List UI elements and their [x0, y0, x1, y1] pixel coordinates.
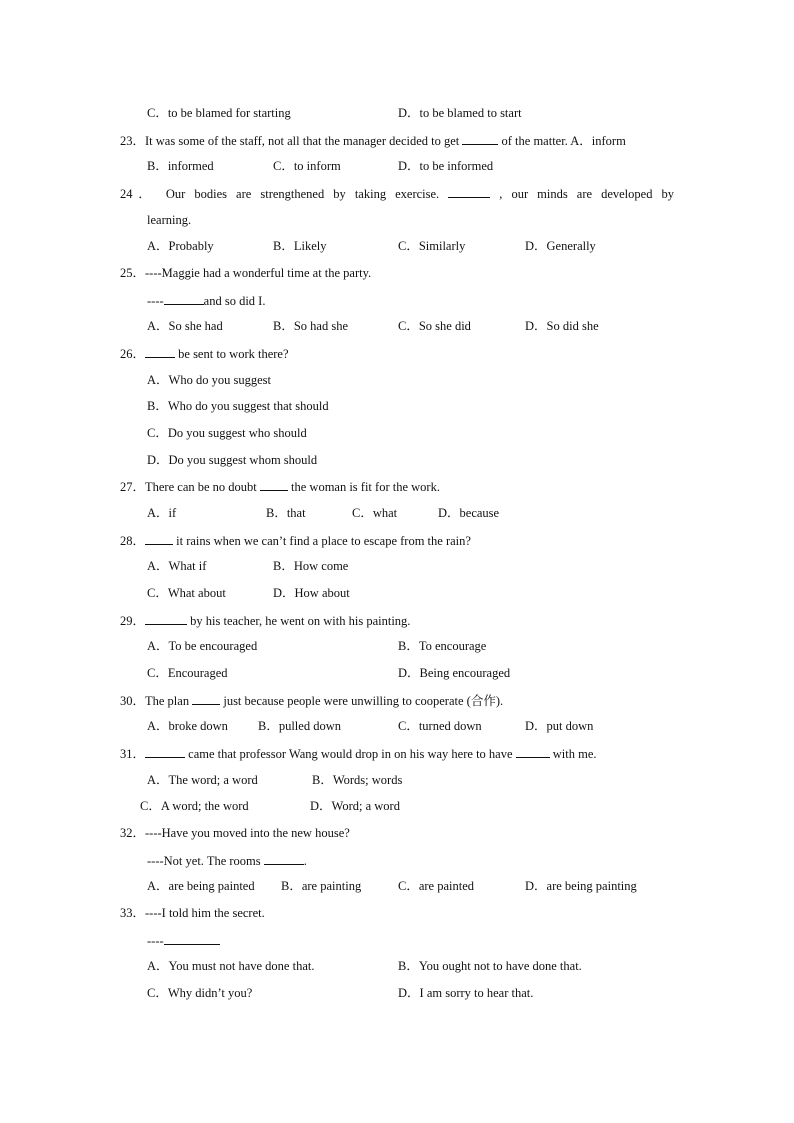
q33-blank [164, 932, 220, 945]
q25-option-c: C．So she did [398, 319, 471, 333]
q28-option-d: D．How about [273, 586, 350, 600]
q24-stem-start: 24． Our bodies are strengthened by taking exercise. [120, 187, 440, 201]
q26-option-a: A．Who do you suggest [147, 373, 271, 387]
q24-option-c: C．Similarly [398, 239, 466, 253]
q27-stem-end: the woman is fit for the work. [291, 480, 440, 494]
q22-option-d: D．to be blamed to start [398, 106, 522, 120]
q32-blank [264, 852, 304, 865]
q27-option-d: D．because [438, 506, 500, 520]
q24-stem-end: , our minds are developed by [499, 187, 674, 201]
q33-reply-dash: ---- [147, 934, 164, 948]
q31-stem-end: with me. [552, 747, 597, 761]
q30-option-d: D．put down [525, 719, 594, 733]
q26-option-d: D．Do you suggest whom should [147, 453, 318, 467]
q25-option-d: D．So did she [525, 319, 599, 333]
q28-option-a: A．What if [147, 559, 207, 573]
q32-option-c: C．are painted [398, 879, 475, 893]
q22-option-c: C．to be blamed for starting [147, 106, 291, 120]
q30-option-b: B．pulled down [258, 719, 341, 733]
q27-blank [260, 478, 288, 491]
q32-stem: 32．----Have you moved into the new house? [120, 826, 350, 840]
q30-stem [120, 692, 503, 709]
q32-option-d: D．are being painting [525, 879, 637, 893]
q25-reply [147, 292, 265, 309]
q33-option-b: B．You ought not to have done that. [398, 959, 582, 973]
q25-reply-end: and so did I. [203, 294, 266, 308]
q26-number: 26． [120, 347, 146, 361]
q31-stem [120, 745, 597, 762]
q32-reply [147, 852, 307, 869]
q23-stem [120, 132, 626, 149]
q25-reply-dash: ---- [147, 294, 164, 308]
q32-reply-end: . [303, 854, 307, 868]
q24-stem [120, 185, 674, 202]
q23-stem-start: 23．It was some of the staff, not all that the manager decided to get [120, 134, 460, 148]
q24-blank [448, 185, 490, 198]
q24-stem-continued: learning. [147, 213, 192, 227]
q23-blank [462, 132, 498, 145]
q28-option-c: C．What about [147, 586, 226, 600]
q27-option-c: C．what [352, 506, 398, 520]
q32-reply-start: ----Not yet. The rooms [147, 854, 261, 868]
q28-blank [145, 532, 173, 545]
q29-number: 29． [120, 614, 146, 628]
q28-option-b: B．How come [273, 559, 349, 573]
q29-option-a: A．To be encouraged [147, 639, 258, 653]
q31-option-c: C．A word; the word [140, 799, 249, 813]
q31-number: 31． [120, 747, 146, 761]
q28-stem-end: it rains when we can’t find a place to escape from the rain? [176, 534, 471, 548]
q26-option-b: B．Who do you suggest that should [147, 399, 329, 413]
q25-option-b: B．So had she [273, 319, 349, 333]
q26-option-c: C．Do you suggest who should [147, 426, 307, 440]
q32-option-b: B．are painting [281, 879, 362, 893]
q29-option-c: C．Encouraged [147, 666, 228, 680]
q33-option-a: A．You must not have done that. [147, 959, 315, 973]
q31-stem-middle: came that professor Wang would drop in on his way here to have [188, 747, 513, 761]
q31-blank-2 [516, 745, 550, 758]
q29-option-b: B．To encourage [398, 639, 487, 653]
q30-blank [192, 692, 220, 705]
q24-option-a: A．Probably [147, 239, 214, 253]
q33-stem: 33．----I told him the secret. [120, 906, 265, 920]
q33-option-d: D．I am sorry to hear that. [398, 986, 534, 1000]
q23-stem-end: of the matter. A．inform [501, 134, 626, 148]
q26-blank [145, 345, 175, 358]
q33-option-c: C．Why didn’t you? [147, 986, 253, 1000]
q29-stem [120, 612, 410, 629]
q30-option-a: A．broke down [147, 719, 228, 733]
q24-option-d: D．Generally [525, 239, 596, 253]
q29-stem-end: by his teacher, he went on with his painting. [190, 614, 411, 628]
q27-stem-start: 27．There can be no doubt [120, 480, 257, 494]
q25-blank [164, 292, 204, 305]
q25-stem: 25．----Maggie had a wonderful time at the party. [120, 266, 372, 280]
q31-option-d: D．Word; a word [310, 799, 400, 813]
q24-option-b: B．Likely [273, 239, 327, 253]
q33-reply [147, 932, 220, 949]
q23-option-c: C．to inform [273, 159, 341, 173]
q29-blank [145, 612, 187, 625]
q27-stem [120, 478, 440, 495]
q28-stem [120, 532, 471, 549]
q25-option-a: A．So she had [147, 319, 223, 333]
q32-option-a: A．are being painted [147, 879, 255, 893]
q26-stem [120, 345, 289, 362]
q31-blank-1 [145, 745, 185, 758]
q28-number: 28． [120, 534, 146, 548]
q27-option-a: A．if [147, 506, 177, 520]
q30-stem-start: 30．The plan [120, 694, 190, 708]
q29-option-d: D．Being encouraged [398, 666, 511, 680]
q30-option-c: C．turned down [398, 719, 482, 733]
q31-option-a: A．The word; a word [147, 773, 258, 787]
q23-option-b: B．informed [147, 159, 214, 173]
q26-stem-end: be sent to work there? [175, 347, 289, 361]
q31-option-b: B．Words; words [312, 773, 403, 787]
q23-option-d: D．to be informed [398, 159, 494, 173]
q27-option-b: B．that [266, 506, 306, 520]
q30-stem-end: just because people were unwilling to cooperate (合作). [223, 694, 504, 708]
